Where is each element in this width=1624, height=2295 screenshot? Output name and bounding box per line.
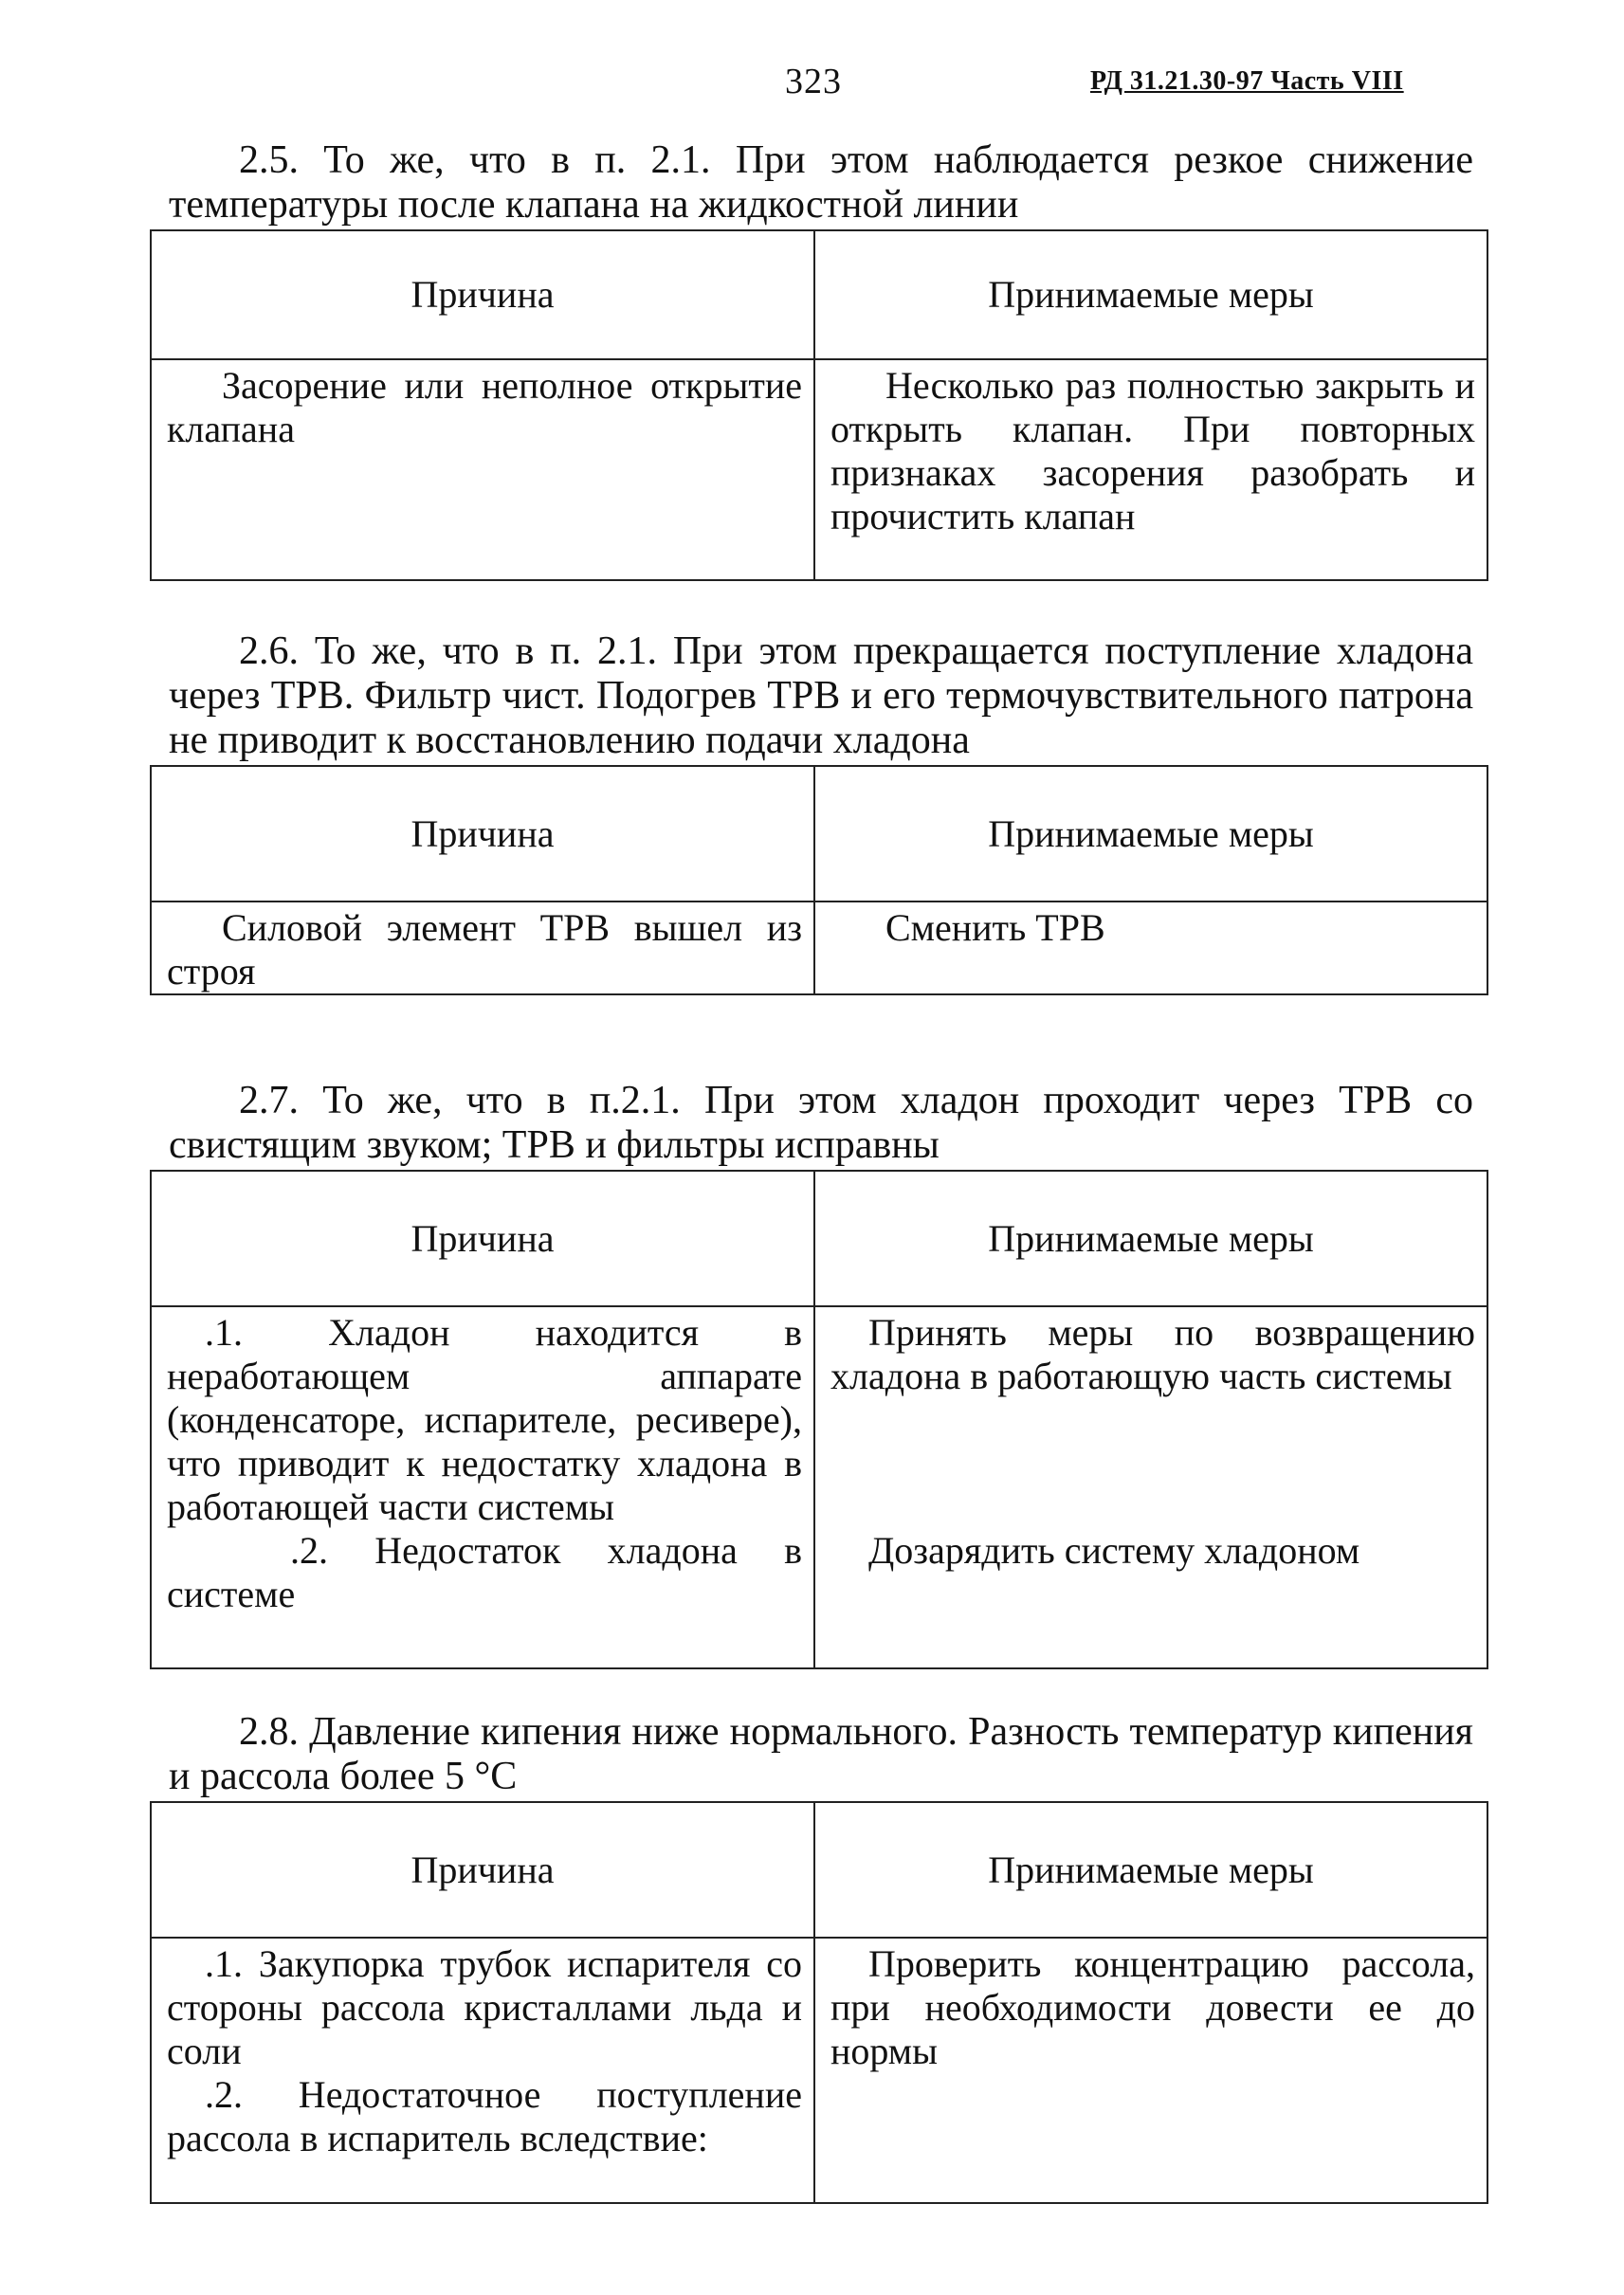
table-row bbox=[151, 1306, 1487, 1668]
section-2-7 bbox=[150, 1079, 1487, 1669]
measure-item-1: Проверить концентрацию рассола, при необходимости довести ее до нормы bbox=[830, 1942, 1475, 2072]
header-cause: Причина bbox=[151, 1802, 814, 1938]
cause-cell: Засорение или неполное открытие клапана bbox=[151, 359, 814, 580]
table-2-6 bbox=[150, 765, 1488, 995]
cause-cell bbox=[151, 1938, 814, 2203]
header-cause: Причина bbox=[151, 766, 814, 902]
header-measures: Принимаемые меры bbox=[814, 230, 1487, 359]
document-code: РД 31.21.30-97 Часть VIII bbox=[1090, 66, 1404, 96]
measure-cell bbox=[814, 1306, 1487, 1668]
cause-cell: Силовой элемент ТРВ вышел из строя bbox=[151, 902, 814, 994]
cause-cell bbox=[151, 1306, 814, 1668]
table-header-row bbox=[151, 230, 1487, 359]
section-2-6 bbox=[150, 629, 1487, 995]
header-cause: Причина bbox=[151, 230, 814, 359]
section-2-6-text: 2.6. То же, что в п. 2.1. При этом прекращается поступление хладона через ТРВ. Фильтр чист. Подогрев ТРВ и его термочувствительного патрона не приводит к восстановлению подачи хладона bbox=[169, 629, 1473, 762]
page-number: 323 bbox=[785, 62, 842, 101]
section-2-7-text: 2.7. То же, что в п.2.1. При этом хладон проходит через ТРВ со свистящим звуком; ТРВ и фильтры исправны bbox=[169, 1079, 1473, 1167]
section-2-5 bbox=[150, 138, 1487, 581]
table-2-5 bbox=[150, 229, 1488, 581]
section-2-5-text: 2.5. То же, что в п. 2.1. При этом наблюдается резкое снижение температуры после клапана на жидкостной линии bbox=[169, 138, 1473, 227]
header-cause: Причина bbox=[151, 1171, 814, 1306]
cause-item-1: .1. Закупорка трубок испарителя со стороны рассола кристаллами льда и соли bbox=[167, 1942, 802, 2072]
header-measures: Принимаемые меры bbox=[814, 1171, 1487, 1306]
header-measures: Принимаемые меры bbox=[814, 766, 1487, 902]
table-row bbox=[151, 359, 1487, 580]
measure-item-2: Дозарядить систему хладоном bbox=[868, 1529, 1360, 1572]
table-row bbox=[151, 1938, 1487, 2203]
table-header-row bbox=[151, 1171, 1487, 1306]
table-header-row bbox=[151, 1802, 1487, 1938]
table-row bbox=[151, 902, 1487, 994]
measure-cell: Сменить ТРВ bbox=[814, 902, 1487, 994]
spacer bbox=[830, 1485, 1475, 1529]
cause-item-2: .2. Недостаток хладона в системе bbox=[167, 1529, 802, 1615]
spacer bbox=[830, 1398, 1475, 1442]
header-measures: Принимаемые меры bbox=[814, 1802, 1487, 1938]
measure-item-1: Принять меры по возвращению хладона в работающую часть системы bbox=[830, 1311, 1475, 1397]
table-2-7 bbox=[150, 1170, 1488, 1669]
table-2-8 bbox=[150, 1801, 1488, 2204]
section-2-8-text: 2.8. Давление кипения ниже нормального. Разность температур кипения и рассола более 5 °С bbox=[169, 1710, 1473, 1798]
measure-cell: Несколько раз полностью закрыть и открыть клапан. При повторных признаках засорения разобрать и прочистить клапан bbox=[814, 359, 1487, 580]
measure-cell bbox=[814, 1938, 1487, 2203]
spacer bbox=[830, 1442, 1475, 1485]
cause-item-2: .2. Недостаточное поступление рассола в испаритель вследствие: bbox=[167, 2073, 802, 2159]
table-header-row bbox=[151, 766, 1487, 902]
section-2-8 bbox=[150, 1710, 1487, 2204]
cause-item-1: .1. Хладон находится в неработающем аппарате (конденсаторе, испарителе, ресивере), что приводит к недостатку хладона в работающей части системы bbox=[167, 1311, 802, 1528]
